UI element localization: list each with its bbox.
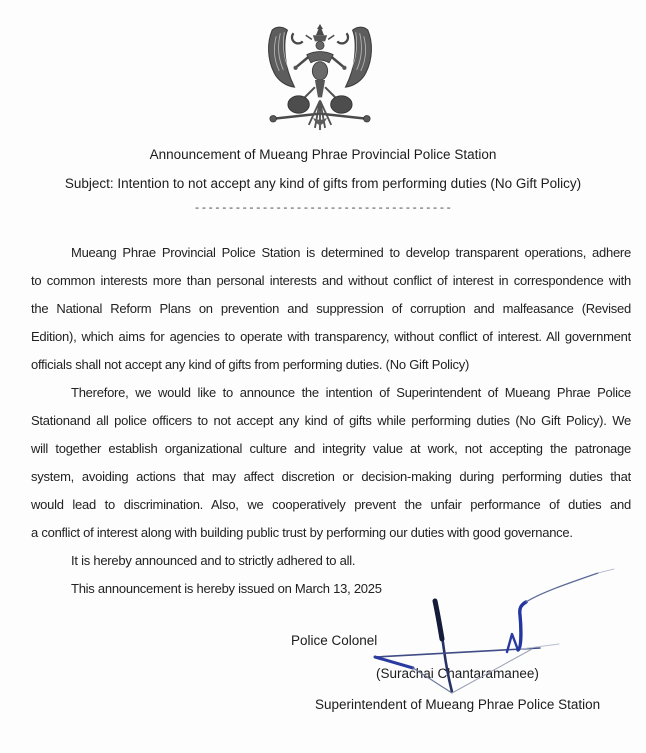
crown-spire: [316, 24, 324, 35]
signatory-name: (Surachai Chantaramanee): [376, 666, 539, 681]
body-text: [31, 239, 631, 603]
shoulders: [307, 52, 333, 63]
closing-line: It is hereby announced and to strictly adhered to all.: [71, 553, 356, 568]
signature-stroke-n-mark: [507, 634, 518, 652]
signature-stroke-faint-wedge: [521, 644, 559, 649]
wing-right: [345, 27, 371, 87]
dashed-separator: --------------------------------------: [193, 203, 453, 215]
body-line: would lead to discrimination. Also, we cooperatively prevent the unfair performance of duties and: [31, 497, 631, 512]
crown-tier: [313, 35, 327, 41]
document-subject: Subject: Intention to not accept any kind of gifts from performing duties (No Gift Policy): [64, 176, 582, 191]
wing-curl-left: [292, 33, 303, 43]
body-line: system, avoiding actions that may affect discretion or decision-making during performing duties that: [31, 469, 631, 484]
leg-knob-left: [270, 115, 277, 122]
closing-line: This announcement is hereby issued on March 13, 2025: [71, 581, 382, 596]
garuda-emblem-icon: [264, 24, 376, 130]
body-line: the National Reform Plans on prevention and suppression of corruption and malfeasance (Revised: [31, 301, 631, 316]
body-line: officials shall not accept any kind of gifts from performing duties. (No Gift Policy): [31, 357, 470, 372]
waist: [315, 80, 325, 97]
signature-stroke-hook: [518, 602, 526, 650]
signature-stroke-horizontal: [375, 648, 540, 657]
signatory-rank: Police Colonel: [291, 633, 378, 648]
thigh-left: [288, 96, 309, 113]
body-line: Therefore, we would like to announce the intention of Superintendent of Mueang Phrae Police: [71, 385, 631, 400]
thigh-right: [331, 96, 352, 113]
wing-curl-right: [337, 33, 348, 43]
body-line: to common interests more than personal interests and without conflict of interest in correspondence with: [31, 273, 631, 288]
wing-left: [269, 27, 295, 87]
hand-right: [342, 66, 346, 70]
hand-left: [294, 66, 298, 70]
chest: [312, 62, 327, 80]
body-line: Mueang Phrae Provincial Police Station is determined to develop transparent operations, adhere: [71, 245, 631, 260]
signature-stroke-vertical-bold: [435, 601, 442, 639]
body-line: a conflict of interest along with building public trust by performing our duties with good governance.: [31, 525, 573, 540]
document-title: Announcement of Mueang Phrae Provincial Police Station: [149, 147, 497, 162]
garuda-head: [316, 41, 324, 49]
leg-knob-right: [364, 115, 371, 122]
body-line: Edition), which aims for agencies to operate with transparency, without conflict of interest. All government: [31, 329, 631, 344]
body-line: Stationand all police officers to not accept any kind of gifts while performing duties (No Gift Policy). We: [31, 413, 631, 428]
signatory-position: Superintendent of Mueang Phrae Police Station: [315, 697, 601, 712]
body-line: will together establish organizational culture and integrity value at work, not accepting the patronage: [31, 441, 631, 456]
